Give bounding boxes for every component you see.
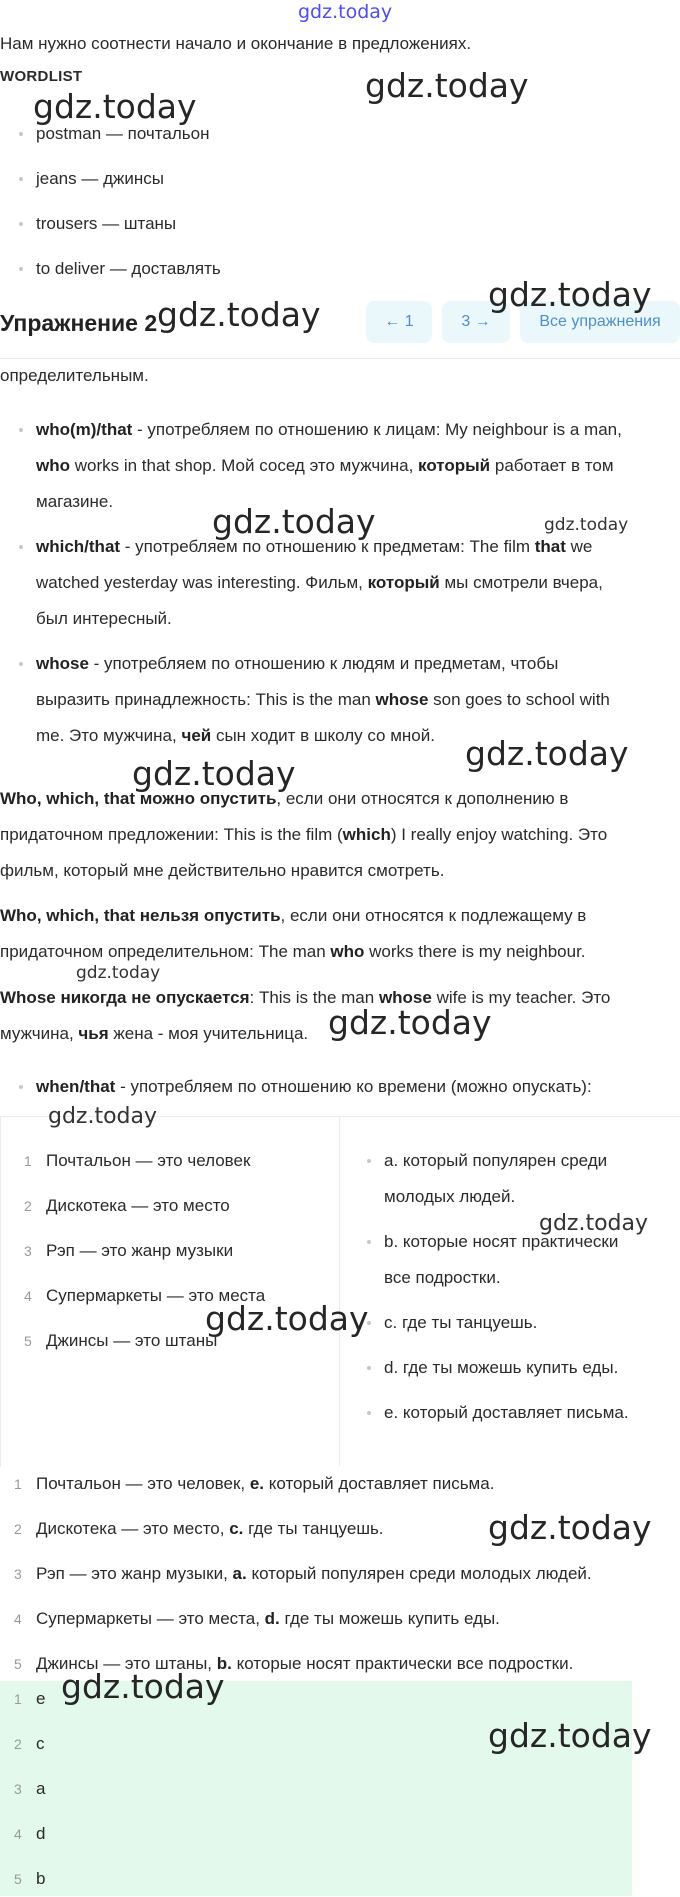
grammar-line: выразить принадлежность: This is the man whose son goes to school with <box>36 690 610 709</box>
bullet-icon <box>19 1085 23 1089</box>
wordlist-item: to deliver — доставлять <box>36 251 221 287</box>
grammar-bullet: which/that - употребляем по отношению к предметам: The film that we <box>36 529 592 565</box>
watermark: gdz.today <box>33 87 197 126</box>
grammar-line: watched yesterday was interesting. Фильм, который мы смотрели вчера, <box>36 573 603 592</box>
grammar-paragraph: Who, which, that нельзя опустить, если они относятся к подлежащему в <box>0 906 587 925</box>
grammar-paragraph-line: придаточном предложении: This is the film (which) I really enjoy watching. Это <box>0 825 608 844</box>
answer-item: 1 e <box>14 1689 46 1708</box>
exercise-title: Упражнение 2 <box>0 310 158 336</box>
match-right-line: молодых людей. <box>384 1187 516 1206</box>
watermark: gdz.today <box>205 1299 369 1338</box>
prev-exercise-button[interactable]: ← 1 <box>366 301 432 343</box>
sentence-item: 1 Почтальон — это человек, e. который доставляет письма. <box>14 1474 495 1493</box>
wordlist-item: trousers — штаны <box>36 206 176 242</box>
bullet-icon <box>367 1411 371 1415</box>
bullet-icon <box>19 545 23 549</box>
grammar-paragraph: Who, which, that можно опустить, если они относятся к дополнению в <box>0 789 569 808</box>
watermark: gdz.today <box>132 754 296 793</box>
bullet-icon <box>367 1366 371 1370</box>
match-right-item: e. который доставляет письма. <box>384 1395 629 1431</box>
bullet-icon <box>19 267 23 271</box>
sentence-item: 2 Дискотека — это место, c. где ты танцуешь. <box>14 1519 384 1538</box>
watermark: gdz.today <box>488 1508 652 1547</box>
intro-text: Нам нужно соотнести начало и окончание в предложениях. <box>0 34 472 53</box>
match-left-item: 5 Джинсы — это штаны <box>24 1331 218 1350</box>
bullet-icon <box>19 222 23 226</box>
answer-box <box>0 1681 632 1896</box>
watermark: gdz.today <box>61 1667 225 1706</box>
watermark: gdz.today <box>48 1104 158 1129</box>
grammar-bullet: whose - употребляем по отношению к людям и предметам, чтобы <box>36 646 558 682</box>
grammar-paragraph-line: придаточном определительном: The man who works there is my neighbour. <box>0 942 586 961</box>
grammar-line: me. Это мужчина, чей сын ходит в школу со мной. <box>36 726 435 745</box>
sentence-item: 4 Супермаркеты — это места, d. где ты можешь купить еды. <box>14 1609 500 1628</box>
grammar-paragraph-line: фильм, который мне действительно нравится смотреть. <box>0 861 445 880</box>
grammar-line: магазине. <box>36 492 114 511</box>
wordlist-item: postman — почтальон <box>36 116 209 152</box>
sentence-item: 3 Рэп — это жанр музыки, a. который популярен среди молодых людей. <box>14 1564 592 1583</box>
bullet-icon <box>367 1240 371 1244</box>
watermark: gdz.today <box>365 66 529 105</box>
match-right-item: d. где ты можешь купить еды. <box>384 1350 618 1386</box>
watermark: gdz.today <box>539 1211 649 1236</box>
grammar-bullet: when/that - употребляем по отношению ко времени (можно опускать): <box>36 1069 592 1105</box>
match-left-item: 3 Рэп — это жанр музыки <box>24 1241 234 1260</box>
table-divider <box>339 1116 340 1466</box>
watermark: gdz.today <box>212 502 376 541</box>
all-exercises-button[interactable]: Все упражнения <box>520 301 680 343</box>
answer-item: 4 d <box>14 1824 46 1843</box>
watermark: gdz.today <box>488 1716 652 1755</box>
watermark: gdz.today <box>544 515 629 535</box>
match-left-item: 2 Дискотека — это место <box>24 1196 230 1215</box>
next-exercise-button[interactable]: 3 → <box>442 301 510 343</box>
watermark: gdz.today <box>465 734 629 773</box>
answer-item: 3 a <box>14 1779 46 1798</box>
watermark: gdz.today <box>488 275 652 314</box>
grammar-lead: определительным. <box>0 366 149 385</box>
match-right-item: b. которые носят практически <box>384 1224 618 1260</box>
match-right-item: c. где ты танцуешь. <box>384 1305 537 1341</box>
bullet-icon <box>19 177 23 181</box>
grammar-paragraph: Whose никогда не опускается: This is the man whose wife is my teacher. Это <box>0 988 611 1007</box>
bullet-icon <box>367 1159 371 1163</box>
grammar-line: who works in that shop. Мой сосед это мужчина, который работает в том <box>36 456 614 475</box>
answer-item: 2 c <box>14 1734 45 1753</box>
grammar-line: был интересный. <box>36 609 172 628</box>
sentence-item: 5 Джинсы — это штаны, b. которые носят практически все подростки. <box>14 1654 574 1673</box>
bullet-icon <box>19 428 23 432</box>
watermark: gdz.today <box>157 295 321 334</box>
match-left-item: 4 Супермаркеты — это места <box>24 1286 266 1305</box>
wordlist-title: WORDLIST <box>0 68 83 85</box>
bullet-icon <box>19 132 23 136</box>
watermark-top: gdz.today <box>298 1 393 23</box>
wordlist-item: jeans — джинсы <box>36 161 164 197</box>
watermark: gdz.today <box>328 1003 492 1042</box>
watermark: gdz.today <box>76 963 161 983</box>
match-left-item: 1 Почтальон — это человек <box>24 1151 251 1170</box>
grammar-paragraph-line: мужчина, чья жена - моя учительница. <box>0 1024 309 1043</box>
grammar-bullet: who(m)/that - употребляем по отношению к лицам: My neighbour is a man, <box>36 412 622 448</box>
match-right-item: a. который популярен среди <box>384 1143 607 1179</box>
match-right-line: все подростки. <box>384 1268 501 1287</box>
bullet-icon <box>19 662 23 666</box>
answer-item: 5 b <box>14 1869 46 1888</box>
